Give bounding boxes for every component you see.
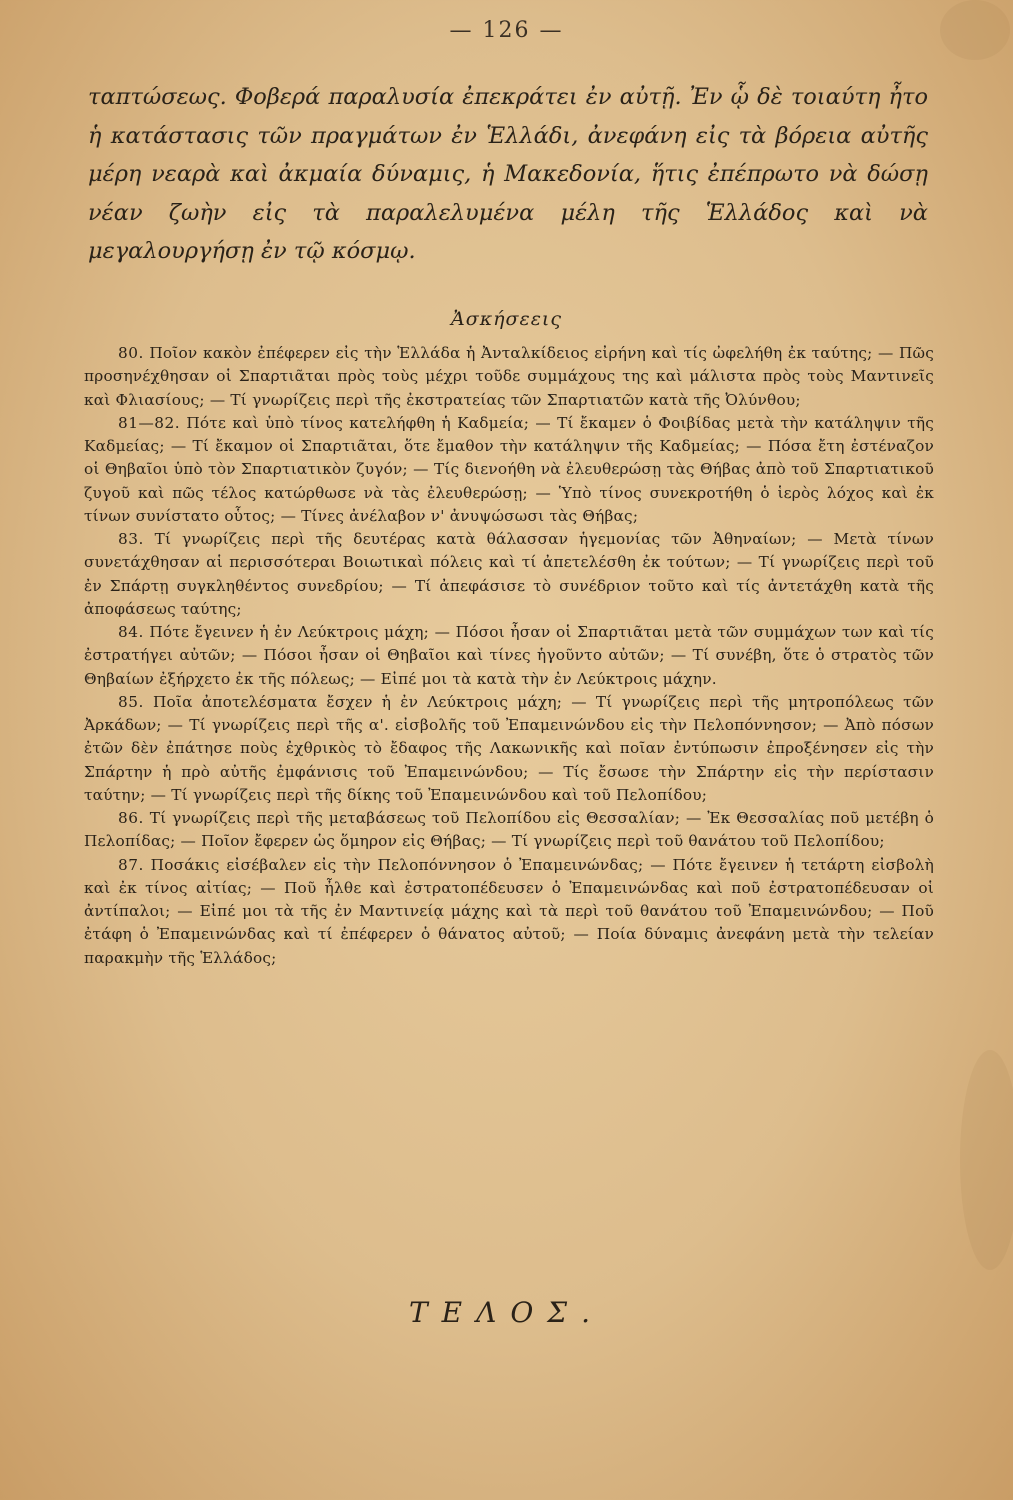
exercise-item	[84, 621, 934, 691]
exercise-item	[84, 528, 934, 621]
exercise-number: 83.	[118, 530, 144, 548]
exercise-number: 80.	[118, 344, 144, 362]
exercise-text: Ποῖα ἀποτελέσματα ἔσχεν ἡ ἐν Λεύκτροις μάχη; — Τί γνωρίζεις περὶ τῆς μητροπόλεως τῶν Ἀρκάδων; — Τί γνωρίζεις περὶ τῆς α'. εἰσβολῆς τοῦ Ἐπαμεινώνδου εἰς τὴν Πελοπόννησον; — Ἀπὸ πόσων ἐτῶν δὲν ἐπάτησε ποὺς ἐχθρικὸς τὸ ἔδαφος τῆς Λακωνικῆς καὶ ποῖαν ἐντύπωσιν ἐπροξένησεν εἰς τὴν Σπάρτην ἡ πρὸ αὐτῆς ἐμφάνισις τοῦ Ἐπαμεινώνδου; — Τίς ἔσωσε τὴν Σπάρτην εἰς τὴν περίστασιν ταύτην; — Τί γνωρίζεις περὶ τῆς δίκης τοῦ Ἐπαμεινώνδου καὶ τοῦ Πελοπίδου;	[84, 692, 934, 804]
exercise-item	[84, 342, 934, 412]
exercise-number: 81—82.	[118, 413, 181, 432]
exercise-number: 85.	[118, 692, 144, 711]
exercise-number: 86.	[118, 809, 144, 827]
exercise-item	[84, 412, 934, 528]
exercise-text: Πότε καὶ ὑπὸ τίνος κατελήφθη ἡ Καδμεία; — Τί ἔκαμεν ὁ Φοιβίδας μετὰ τὴν κατάληψιν τῆς Καδμείας; — Τί ἔκαμον οἱ Σπαρτιᾶται, ὅτε ἔμαθον τὴν κατάληψιν τῆς Καδμείας; — Πόσα ἔτη ἐστέναζον οἱ Θηβαῖοι ὑπὸ τὸν Σπαρτιατικὸν ζυγόν; — Τίς διενοήθη νὰ ἐλευθερώσῃ τὰς Θήβας ἀπὸ τοῦ Σπαρτιατικοῦ ζυγοῦ καὶ πῶς τέλος κατώρθωσε νὰ τὰς ἐλευθερώσῃ; — Ὑπὸ τίνος συνεκροτήθη ὁ ἱερὸς λόχος καὶ ἐκ τίνων συνίστατο οὗτος; — Τίνες ἀνέλαβον ν' ἀνυψώσωσι τὰς Θήβας;	[84, 413, 934, 525]
intro-paragraph: ταπτώσεως. Φοβερά παραλυσία ἐπεκράτει ἐν αὐτῇ. Ἐν ᾧ δὲ τοιαύτη ἦτο ἡ κατάστασις τῶν πραγμάτων ἐν Ἑλλάδι, ἀνεφάνη εἰς τὰ βόρεια αὐτῆς μέρη νεαρὰ καὶ ἀκμαία δύναμις, ἡ Μακεδονία, ἥτις ἐπέπρωτο νὰ δώσῃ νέαν ζωὴν εἰς τὰ παραλελυμένα μέλη τῆς Ἑλλάδος καὶ νὰ μεγαλουργήσῃ ἐν τῷ κόσμῳ.	[88, 84, 928, 264]
page-number: — 126 —	[449, 18, 564, 43]
exercise-number: 87.	[118, 855, 144, 874]
exercise-number: 84.	[118, 623, 144, 641]
exercise-item	[84, 691, 934, 807]
exercise-item	[84, 854, 934, 970]
exercise-text: Πότε ἔγεινεν ἡ ἐν Λεύκτροις μάχη; — Πόσοι ἦσαν οἱ Σπαρτιᾶται μετὰ τῶν συμμάχων των καὶ τίς ἐστρατήγει αὐτῶν; — Πόσοι ἦσαν οἱ Θηβαῖοι καὶ τίνες ἡγοῦντο αὐτῶν; — Τί συνέβη, ὅτε ὁ στρατὸς τῶν Θηβαίων ἐξήρχετο ἐκ τῆς πόλεως; — Εἰπέ μοι τὰ κατὰ τὴν ἐν Λεύκτροις μάχην.	[84, 623, 934, 688]
section-title: Ἀσκήσεεις	[451, 308, 562, 330]
exercise-text: Τί γνωρίζεις περὶ τῆς δευτέρας κατὰ θάλασσαν ἡγεμονίας τῶν Ἀθηναίων; — Μετὰ τίνων συνετάχθησαν αἱ περισσότεραι Βοιωτικαὶ πόλεις καὶ τί ἀπετελέσθη ἐκ τούτων; — Τί γνωρίζεις περὶ τοῦ ἐν Σπάρτῃ συγκληθέντος συνεδρίου; — Τί ἀπεφάσισε τὸ συνέδριον τοῦτο καὶ τίς ἀντετάχθη κατὰ τῆς ἀποφάσεως ταύτης;	[84, 530, 934, 618]
exercise-item	[84, 807, 934, 854]
exercise-list	[84, 342, 934, 970]
exercise-text: Ποσάκις εἰσέβαλεν εἰς τὴν Πελοπόννησον ὁ Ἐπαμεινώνδας; — Πότε ἔγεινεν ἡ τετάρτη εἰσβολὴ καὶ ἐκ τίνος αἰτίας; — Ποῦ ἦλθε καὶ ἐστρατοπέδευσεν ὁ Ἐπαμεινώνδας καὶ ποῦ ἐστρατοπέδευσαν οἱ ἀντίπαλοι; — Εἰπέ μοι τὰ τῆς ἐν Μαντινείᾳ μάχης καὶ τὰ περὶ τοῦ θανάτου τοῦ Ἐπαμεινώνδου; — Ποῦ ἐτάφη ὁ Ἐπαμεινώνδας καὶ τί ἐπέφερεν ὁ θάνατος αὐτοῦ; — Ποία δύναμις ἀνεφάνη μετὰ τὴν τελείαν παρακμὴν τῆς Ἑλλάδος;	[84, 855, 935, 967]
end-mark: ΤΕΛΟΣ.	[409, 1296, 604, 1329]
exercise-text: Τί γνωρίζεις περὶ τῆς μεταβάσεως τοῦ Πελοπίδου εἰς Θεσσαλίαν; — Ἐκ Θεσσαλίας ποῦ μετέβη ὁ Πελοπίδας; — Ποῖον ἔφερεν ὡς ὅμηρον εἰς Θήβας; — Τί γνωρίζεις περὶ τοῦ θανάτου τοῦ Πελοπίδου;	[84, 809, 934, 851]
paper-stain	[960, 1050, 1013, 1270]
exercise-text: Ποῖον κακὸν ἐπέφερεν εἰς τὴν Ἑλλάδα ἡ Ἀνταλκίδειος εἰρήνη καὶ τίς ὠφελήθη ἐκ ταύτης; — Πῶς προσηνέχθησαν οἱ Σπαρτιᾶται πρὸς τοὺς μέχρι τοῦδε συμμάχους της καὶ μάλιστα πρὸς τοὺς Μαντινεῖς καὶ Φλιασίους; — Τί γνωρίζεις περὶ τῆς ἐκστρατείας τῶν Σπαρτιατῶν κατὰ τῆς Ὀλύνθου;	[84, 344, 934, 409]
